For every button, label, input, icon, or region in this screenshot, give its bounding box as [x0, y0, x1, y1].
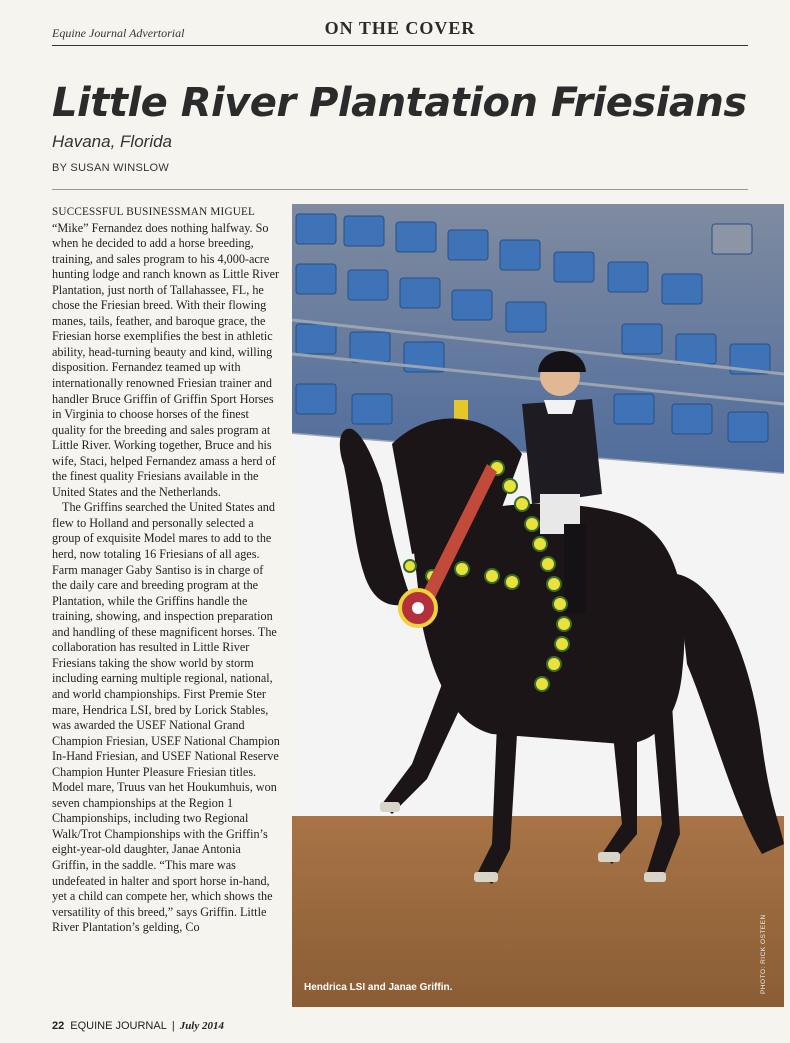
top-rule [52, 45, 748, 46]
middle-rule [52, 189, 748, 190]
paragraph-1-text: “Mike” Fernandez does nothing halfway. So when he decided to add a horse breeding, training, and sales program to his 4,000-acre hunting lodge and ranch known as Little River Plantation, just north of Tallahassee, FL, he chose the Friesian breed. With their flowing manes, tails, feather, and baroque grace, the Friesian horse exemplifies the best in athletic ability, head-turning beauty and kind, willing disposition. Fernandez teamed up with internationally renowned Friesian trainer and handler Bruce Griffin of Griffin Sport Horses in Virginia to choose horses of the finest quality for the breeding and sales program at Little River. Working together, Bruce and his wife, Staci, helped Fernandez amass a herd of the finest quality Friesians available in the United States and the Netherlands. [52, 220, 280, 499]
page-number: 22 [52, 1020, 65, 1032]
issue-date: July 2014 [179, 1020, 224, 1032]
article-title: Little River Plantation Friesians [52, 80, 747, 126]
article-paragraph-1 [52, 204, 280, 500]
photo-caption: Hendrica LSI and Janae Griffin. [304, 982, 453, 993]
article-location: Havana, Florida [52, 132, 173, 151]
section-label: Equine Journal Advertorial [52, 26, 185, 40]
lead-caps: SUCCESSFUL BUSINESSMAN MIGUEL [52, 206, 256, 218]
photo-credit: PHOTO: RICK OSTEEN [760, 914, 767, 994]
arena-dirt [292, 816, 784, 1007]
page-footer [52, 1020, 224, 1032]
article-byline: BY SUSAN WINSLOW [52, 162, 170, 174]
footer-separator: | [171, 1020, 175, 1032]
section-title: ON THE COVER [324, 18, 476, 38]
article-paragraph-2: The Griffins searched the United States and flew to Holland and personally selected a group of exquisite Model mares to add to the herd, now totaling 16 Friesians of all ages. Farm manager Gaby Santiso is in charge of the daily care and breeding program at the Plantation, while the Griffins handle the training, showing, and inspection preparation and handling of these magnificent horses. The collaboration has resulted in Little River Friesians taking the show world by storm including earning multiple regional, national, and world championships. First Premie Ster mare, Hendrica LSI, bred by Lorick Stables, was awarded the USEF National Grand Champion Friesian, USEF National Champion In-Hand Friesian, and USEF National Reserve Champion Hunter Pleasure Friesian titles. Model mare, Truus van het Houkumhuis, won seven championships at the Region 1 Championships, including two Regional Walk/Trot Championships with the Griffin’s eight-year-old daughter, Janae Antonia Griffin, in the saddle. “This mare was undefeated in halter and sport horse in-hand, yet a child can compete her, which shows the versatility of this breed,” says Griffin. Little River Plantation’s gelding, Co [52, 500, 280, 935]
cover-photo [292, 204, 784, 1007]
photo-illustration [292, 204, 784, 1007]
article-body [52, 204, 280, 936]
publication-name: EQUINE JOURNAL [70, 1020, 167, 1032]
